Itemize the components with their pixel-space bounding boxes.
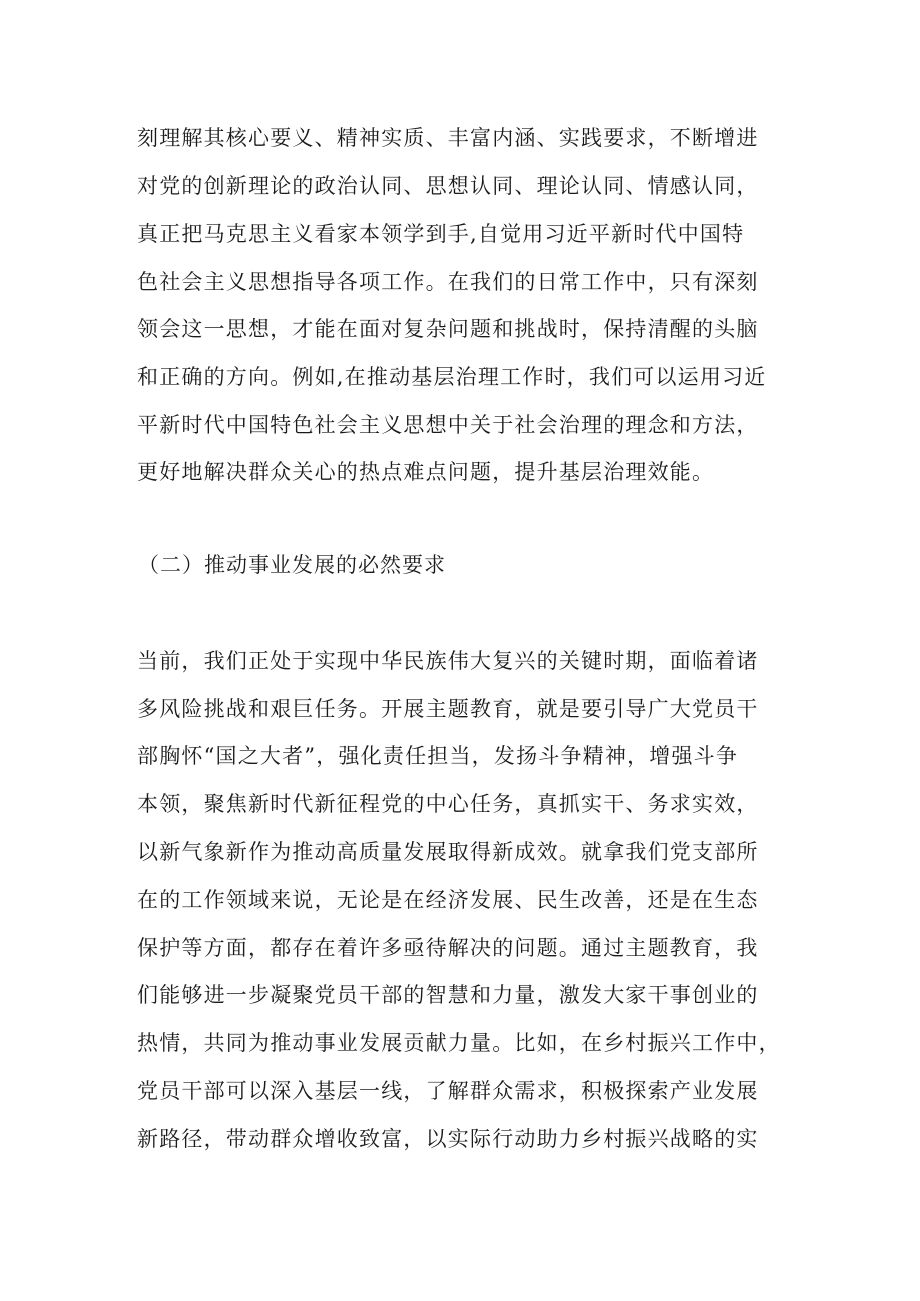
paragraph-line: 当前，我们正处于实现中华民族伟大复兴的关键时期，面临着诸 [137, 649, 759, 673]
paragraph-line: 刻理解其核心要义、精神实质、丰富内涵、实践要求，不断增进 [137, 126, 759, 150]
paragraph-line: 保护等方面，都存在着许多亟待解决的问题。通过主题教育，我 [137, 936, 759, 960]
section-heading: （二）推动事业发展的必然要求 [138, 553, 446, 577]
paragraph-line: 和正确的方向。例如,在推动基层治理工作时，我们可以运用习近 [137, 365, 767, 389]
paragraph-line: 色社会主义思想指导各项工作。在我们的日常工作中，只有深刻 [137, 270, 759, 294]
paragraph-line: 多风险挑战和艰巨任务。开展主题教育，就是要引导广大党员干 [137, 697, 759, 721]
paragraph-line: 在的工作领域来说，无论是在经济发展、民生改善，还是在生态 [137, 888, 759, 912]
paragraph-line: 新路径，带动群众增收致富，以实际行动助力乡村振兴战略的实 [137, 1127, 759, 1151]
paragraph-line: 们能够进一步凝聚党员干部的智慧和力量，激发大家干事创业的 [137, 983, 759, 1007]
paragraph-line: 本领，聚焦新时代新征程党的中心任务，真抓实干、务求实效， [137, 792, 759, 816]
paragraph-line: 以新气象新作为推动高质量发展取得新成效。就拿我们党支部所 [137, 840, 759, 864]
paragraph-line: 对党的创新理论的政治认同、思想认同、理论认同、情感认同， [137, 174, 759, 198]
paragraph-line: 更好地解决群众关心的热点难点问题，提升基层治理效能。 [137, 460, 715, 484]
paragraph-line: 热情，共同为推动事业发展贡献力量。比如，在乡村振兴工作中， [137, 1031, 781, 1055]
paragraph-line: 领会这一思想，才能在面对复杂问题和挑战时，保持清醒的头脑 [137, 317, 759, 341]
paragraph-line: 部胸怀“国之大者”，强化责任担当，发扬斗争精神，增强斗争 [137, 744, 739, 768]
paragraph-line: 党员干部可以深入基层一线，了解群众需求，积极探索产业发展 [137, 1079, 759, 1103]
paragraph-line: 平新时代中国特色社会主义思想中关于社会治理的理念和方法， [137, 413, 759, 437]
paragraph-line: 真正把马克思主义看家本领学到手,自觉用习近平新时代中国特 [137, 222, 745, 246]
